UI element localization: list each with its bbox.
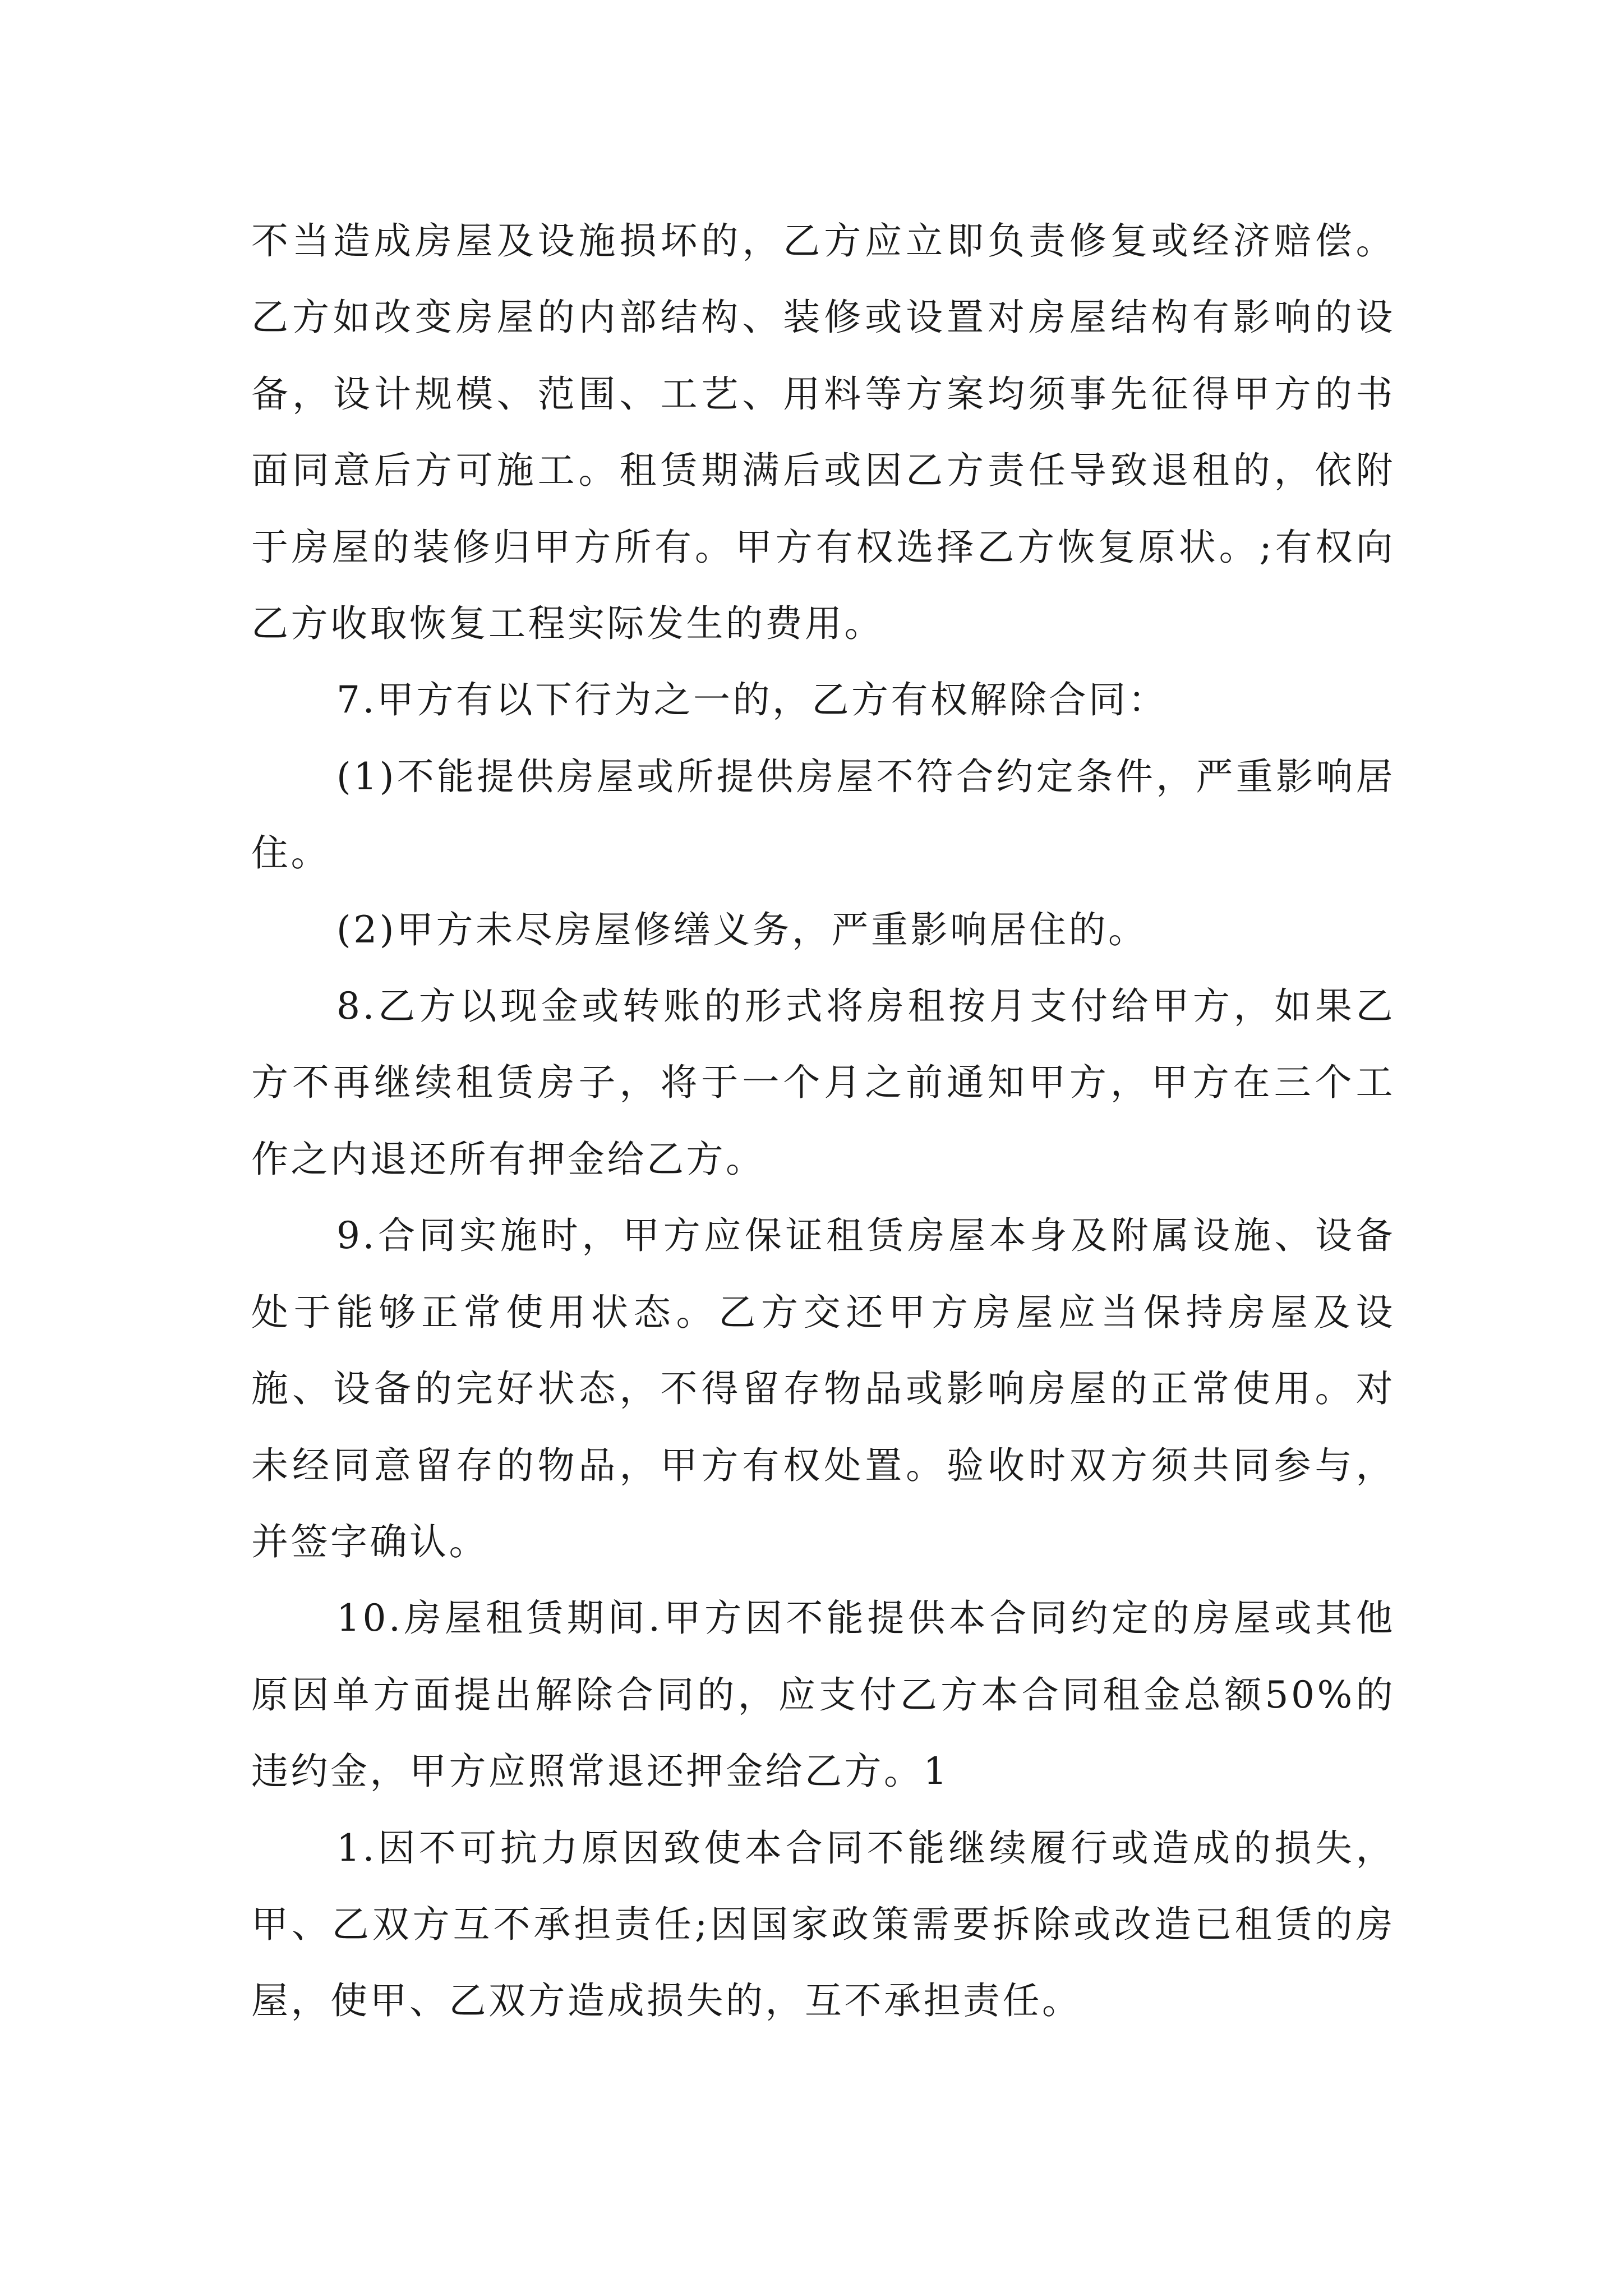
document-body bbox=[251, 203, 1395, 2040]
paragraph-clause-7: 7.甲方有以下行为之一的，乙方有权解除合同： bbox=[336, 678, 1168, 722]
paragraph-clause-8: 8.乙方以现金或转账的形式将房租按月支付给甲方，如果乙方不再继续租赁房子，将于一个月之前通知甲方，甲方在三个工作之内退还所有押金给乙方。 bbox=[251, 984, 1395, 1181]
paragraph-clause-11: 1.因不可抗力原因致使本合同不能继续履行或造成的损失，甲、乙双方互不承担责任;因国家政策需要拆除或改造已租赁的房屋，使甲、乙双方造成损失的，互不承担责任。 bbox=[251, 1826, 1395, 2023]
paragraph-clause-10: 10.房屋租赁期间.甲方因不能提供本合同约定的房屋或其他原因单方面提出解除合同的，应支付乙方本合同租金总额50%的违约金，甲方应照常退还押金给乙方。1 bbox=[251, 1596, 1395, 1793]
paragraph-clause-7-item-2: (2)甲方未尽房屋修缮义务，严重影响居住的。 bbox=[336, 908, 1148, 951]
paragraph-clause-9: 9.合同实施时，甲方应保证租赁房屋本身及附属设施、设备处于能够正常使用状态。乙方交还甲方房屋应当保持房屋及设施、设备的完好状态，不得留存物品或影响房屋的正常使用。对未经同意留存的物品，甲方有权处置。验收时双方须共同参与，并签字确认。 bbox=[251, 1214, 1395, 1563]
paragraph-clause-7-item-1: (1)不能提供房屋或所提供房屋不符合约定条件，严重影响居住。 bbox=[251, 754, 1395, 875]
paragraph-continuation: 不当造成房屋及设施损坏的，乙方应立即负责修复或经济赔偿。乙方如改变房屋的内部结构、装修或设置对房屋结构有影响的设备，设计规模、范围、工艺、用料等方案均须事先征得甲方的书面同意后方可施工。租赁期满后或因乙方责任导致退租的，依附于房屋的装修归甲方所有。甲方有权选择乙方恢复原状。;有权向乙方收取恢复工程实际发生的费用。 bbox=[251, 219, 1395, 646]
